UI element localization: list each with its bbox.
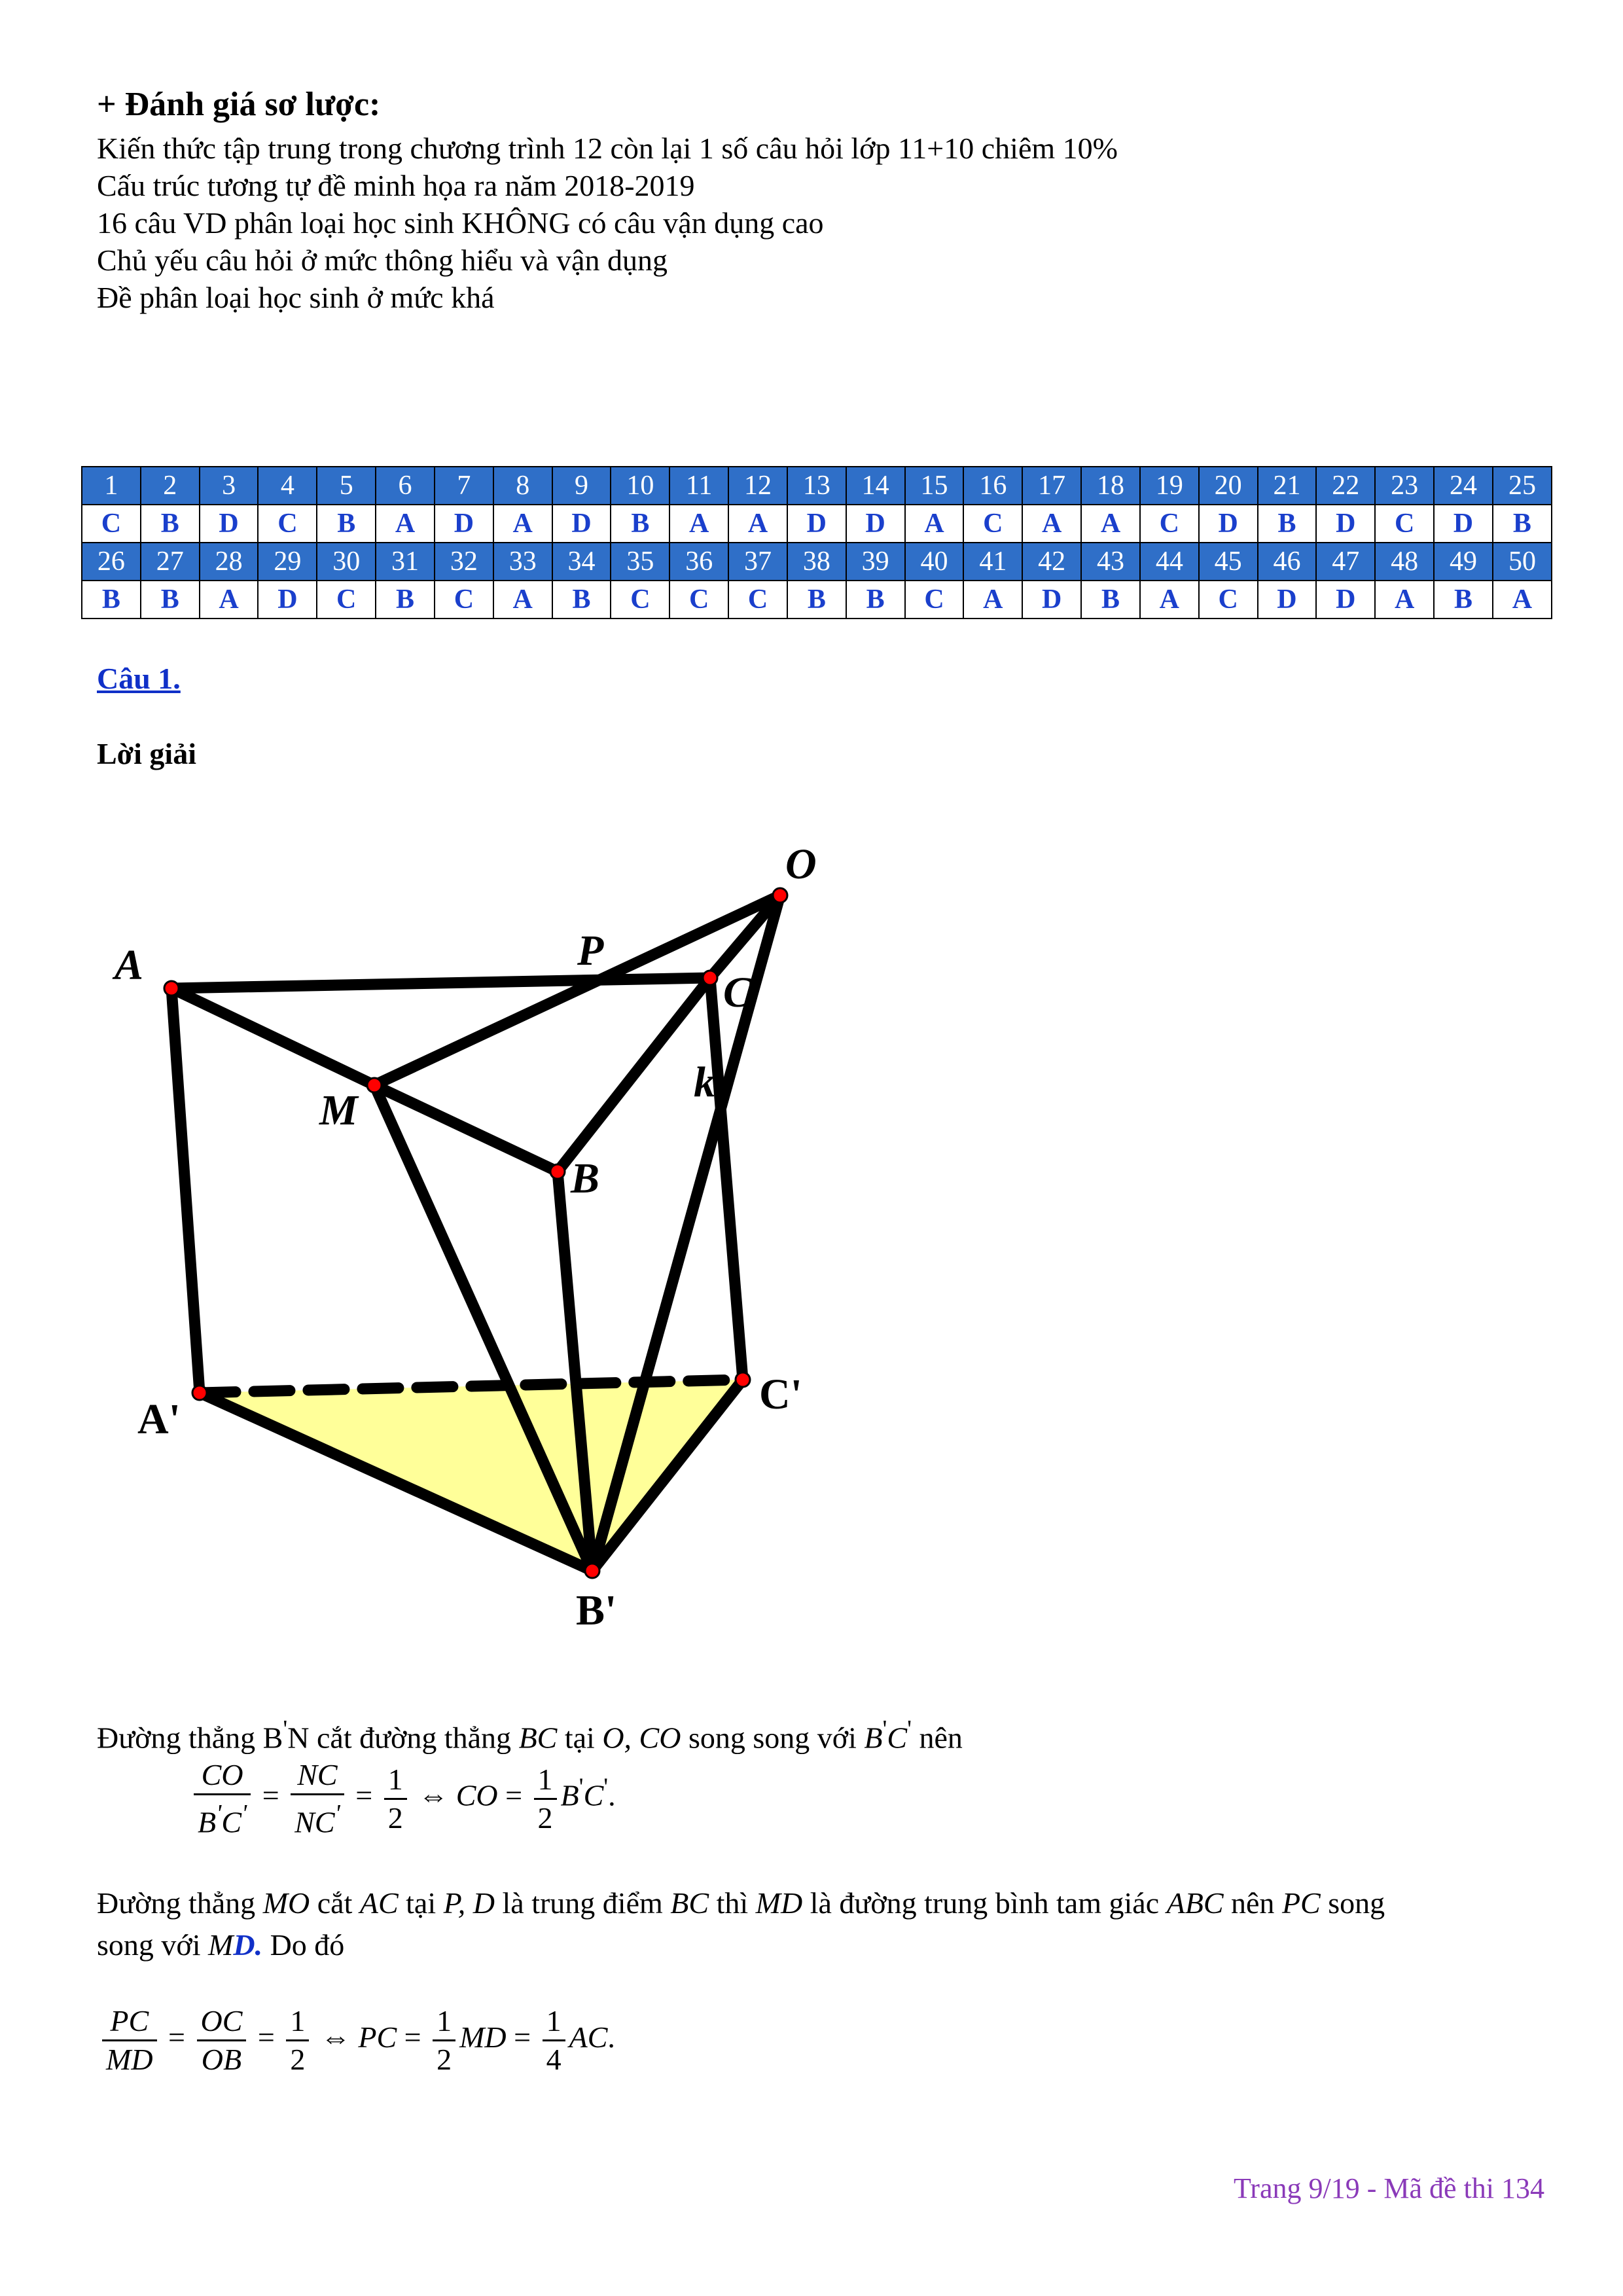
answer-cell: A [669, 505, 728, 543]
denominator: MD [106, 2043, 153, 2076]
question-number-cell: 32 [435, 543, 493, 581]
question-number-cell: 47 [1316, 543, 1375, 581]
answer-cell: D [435, 505, 493, 543]
iff-sign: ⇔ [418, 1778, 449, 1812]
text-segment: nên [1223, 1886, 1282, 1920]
question-number-cell: 40 [905, 543, 964, 581]
answer-cell: D [1434, 505, 1493, 543]
answer-cell: D [1316, 581, 1375, 619]
math-segment: AC [569, 2020, 608, 2054]
point-O [773, 888, 787, 903]
fraction [194, 1757, 251, 1840]
answer-cell: D [258, 581, 317, 619]
math-segment: ABC [1166, 1886, 1224, 1920]
answer-cell: A [1493, 581, 1552, 619]
math-segment: B [198, 1805, 217, 1839]
label-C-prime: C' [759, 1371, 802, 1418]
numerator: CO [194, 1757, 251, 1795]
answer-cell: B [1258, 505, 1317, 543]
summary-line: 16 câu VD phân loại học sinh KHÔNG có câu vận dụng cao [97, 206, 824, 240]
question-number-cell: 7 [435, 467, 493, 505]
fraction [102, 2003, 157, 2078]
question-number-cell: 21 [1258, 467, 1317, 505]
iff-sign: ⇔ [320, 2020, 351, 2054]
equals-sign: = [168, 2020, 185, 2054]
prime-mark: ' [907, 1715, 912, 1743]
math-segment: O, CO [602, 1721, 681, 1755]
text-segment: song [1320, 1886, 1385, 1920]
answer-cell: A [1022, 505, 1081, 543]
answer-cell: C [1199, 581, 1258, 619]
equation-1 [190, 1757, 616, 1840]
numerator: NC [291, 1757, 344, 1795]
question-number-cell: 10 [611, 467, 669, 505]
text-segment: thì [709, 1886, 756, 1920]
question-number-cell: 15 [905, 467, 964, 505]
answer-cell: B [611, 505, 669, 543]
text-segment: Do đó [262, 1928, 345, 1962]
question-number-cell: 39 [846, 543, 905, 581]
denominator [291, 1795, 344, 1840]
answer-cell: A [376, 505, 435, 543]
edge-A-C [171, 978, 710, 988]
math-segment: MD [459, 2020, 507, 2054]
fraction [197, 2003, 247, 2078]
question-number-cell: 44 [1140, 543, 1199, 581]
label-A-prime: A' [137, 1395, 181, 1443]
fraction [286, 2003, 309, 2078]
text-segment: Đường thẳng [97, 1886, 263, 1920]
paragraph-2 [97, 1882, 1524, 1966]
answer-cell: A [963, 581, 1022, 619]
answer-cell: A [200, 581, 259, 619]
question-number-cell: 28 [200, 543, 259, 581]
answer-cell: D [552, 505, 611, 543]
answer-cell: C [905, 581, 964, 619]
question-number-cell: 38 [787, 543, 846, 581]
question-number-cell: 25 [1493, 467, 1552, 505]
question-number-cell: 33 [493, 543, 552, 581]
math-segment: B [560, 1778, 579, 1812]
answer-cell: B [317, 505, 376, 543]
answer-cell: B [1081, 581, 1140, 619]
question-number-cell: 3 [200, 467, 259, 505]
answer-cell: B [82, 581, 141, 619]
answer-cell: B [141, 505, 200, 543]
fraction [433, 2003, 455, 2078]
text-segment: N cắt đường thẳng [287, 1721, 519, 1755]
summary-line: Kiến thức tập trung trong chương trình 12 còn lại 1 số câu hỏi lớp 11+10 chiêm 10% [97, 132, 1118, 165]
answer-cell: C [669, 581, 728, 619]
equals-sign: = [505, 1778, 523, 1812]
math-segment: B [864, 1721, 883, 1755]
answer-cell: A [1375, 581, 1434, 619]
question-number-cell: 50 [1493, 543, 1552, 581]
fraction [291, 1757, 344, 1840]
prime-mark: ' [334, 1800, 340, 1827]
point-A [164, 981, 179, 996]
denominator: 4 [546, 2043, 562, 2076]
prime-mark: ' [283, 1715, 288, 1743]
math-segment: BC [670, 1886, 709, 1920]
answer-cell: D [1022, 581, 1081, 619]
highlight-segment: D. [233, 1928, 263, 1962]
math-segment: NC [294, 1805, 335, 1839]
point-B-prime [585, 1564, 599, 1578]
label-O: O [785, 840, 817, 888]
math-segment: MD [755, 1886, 803, 1920]
text-segment: Đường thẳng B [97, 1721, 283, 1755]
question-number-cell: 17 [1022, 467, 1081, 505]
question-number-cell: 11 [669, 467, 728, 505]
text-segment: tại [398, 1886, 444, 1920]
equals-sign: = [404, 2020, 421, 2054]
math-segment: AC [359, 1886, 399, 1920]
numerator: PC [102, 2003, 157, 2041]
fraction [543, 2003, 565, 2078]
text-segment: nên [911, 1721, 963, 1755]
answer-cell: D [787, 505, 846, 543]
answer-cell: A [1140, 581, 1199, 619]
question-number-cell: 9 [552, 467, 611, 505]
numerator: 1 [384, 1761, 407, 1800]
answer-cell: C [1140, 505, 1199, 543]
equals-sign: = [262, 1778, 279, 1812]
question-number-cell: 5 [317, 467, 376, 505]
numerator: OC [197, 2003, 247, 2041]
question-number-cell: 8 [493, 467, 552, 505]
numerator: 1 [534, 1761, 557, 1800]
question-number-cell: 1 [82, 467, 141, 505]
question-number-cell: 16 [963, 467, 1022, 505]
solution-label: Lời giải [97, 737, 196, 770]
label-B-prime: B' [576, 1587, 617, 1634]
answer-cell: B [787, 581, 846, 619]
answer-cell: C [435, 581, 493, 619]
answer-cell: A [905, 505, 964, 543]
answer-cell: D [1199, 505, 1258, 543]
math-segment: M [208, 1928, 234, 1962]
math-segment: C [887, 1721, 908, 1755]
label-B: B [571, 1155, 600, 1202]
question-number-cell: 2 [141, 467, 200, 505]
answer-cell: D [200, 505, 259, 543]
question-number-cell: 23 [1375, 467, 1434, 505]
question-number-cell: 30 [317, 543, 376, 581]
question-number-cell: 4 [258, 467, 317, 505]
question-number-cell: 45 [1199, 543, 1258, 581]
question-number-cell: 36 [669, 543, 728, 581]
point-C-prime [736, 1372, 750, 1387]
answer-cell: D [846, 505, 905, 543]
denominator [194, 1795, 251, 1840]
question-number-cell: 22 [1316, 467, 1375, 505]
question-number-cell: 27 [141, 543, 200, 581]
math-segment: CO [455, 1778, 498, 1812]
text-segment: là trung điểm [495, 1886, 671, 1920]
label-M: M [319, 1086, 358, 1134]
prime-mark: ' [216, 1800, 222, 1827]
edge-B-C [558, 978, 710, 1172]
fraction [534, 1761, 557, 1837]
prime-mark: ' [241, 1800, 247, 1827]
question-number-cell: 14 [846, 467, 905, 505]
label-k: k [694, 1058, 715, 1106]
answer-cell: C [728, 581, 787, 619]
summary-line: Chủ yếu câu hỏi ở mức thông hiểu và vận dụng [97, 243, 668, 277]
question-number-cell: 49 [1434, 543, 1493, 581]
math-segment: PC [358, 2020, 397, 2054]
answer-cell: C [1375, 505, 1434, 543]
point-C [703, 971, 717, 985]
question-number-cell: 42 [1022, 543, 1081, 581]
answer-cell: B [141, 581, 200, 619]
question-number-cell: 48 [1375, 543, 1434, 581]
denominator: 2 [290, 2043, 306, 2076]
text-segment: song song với [681, 1721, 865, 1755]
question-number-cell: 41 [963, 543, 1022, 581]
point-M [367, 1078, 382, 1092]
answer-cell: B [1434, 581, 1493, 619]
answer-cell: A [728, 505, 787, 543]
prime-mark: ' [882, 1715, 887, 1743]
equals-sign: = [355, 1778, 373, 1812]
answer-cell: C [611, 581, 669, 619]
math-segment: BC [518, 1721, 558, 1755]
question-number-cell: 18 [1081, 467, 1140, 505]
text-segment: tại [557, 1721, 603, 1755]
numerator: 1 [543, 2003, 565, 2041]
text-segment: là đường trung bình tam giác [802, 1886, 1167, 1920]
text-segment: song với [97, 1928, 209, 1962]
denominator: 2 [537, 1801, 553, 1835]
answer-cell: C [82, 505, 141, 543]
question-number-cell: 29 [258, 543, 317, 581]
question-number-cell: 35 [611, 543, 669, 581]
edge-A-M [171, 988, 374, 1085]
question-number-cell: 26 [82, 543, 141, 581]
question-number-cell: 31 [376, 543, 435, 581]
point-A-prime [192, 1386, 207, 1400]
question-number-cell: 19 [1140, 467, 1199, 505]
numerator: 1 [286, 2003, 309, 2041]
page-footer: Trang 9/19 - Mã đề thi 134 [1233, 2172, 1544, 2204]
answer-cell: B [376, 581, 435, 619]
prime-mark: ' [603, 1773, 609, 1801]
summary-line: Đề phân loại học sinh ở mức khá [97, 281, 495, 314]
denominator: 2 [387, 1801, 403, 1835]
summary-line: Cấu trúc tương tự đề minh họa ra năm 2018-2019 [97, 169, 695, 202]
numerator: 1 [433, 2003, 455, 2041]
math-segment: C [583, 1778, 604, 1812]
question-number-cell: 43 [1081, 543, 1140, 581]
label-A: A [115, 941, 144, 989]
question-number-cell: 12 [728, 467, 787, 505]
math-segment: MO [262, 1886, 310, 1920]
question-number-cell: 37 [728, 543, 787, 581]
answer-cell: D [1258, 581, 1317, 619]
question-number-cell: 46 [1258, 543, 1317, 581]
label-C: C [723, 969, 753, 1016]
answer-cell: C [258, 505, 317, 543]
period: . [608, 1778, 616, 1812]
math-segment: PC [1281, 1886, 1321, 1920]
question-title[interactable]: Câu 1. [97, 662, 181, 695]
denominator: OB [201, 2043, 242, 2076]
answer-cell: B [846, 581, 905, 619]
point-B [550, 1164, 565, 1179]
answer-cell: B [1493, 505, 1552, 543]
answer-cell: C [317, 581, 376, 619]
answer-cell: B [552, 581, 611, 619]
summary-title: + Đánh giá sơ lược: [97, 86, 381, 123]
equation-2 [98, 2003, 615, 2078]
math-segment: P, D [443, 1886, 495, 1920]
math-segment: C [221, 1805, 241, 1839]
answer-cell: A [1081, 505, 1140, 543]
question-number-cell: 20 [1199, 467, 1258, 505]
equals-sign: = [257, 2020, 275, 2054]
question-number-cell: 34 [552, 543, 611, 581]
question-number-cell: 24 [1434, 467, 1493, 505]
answer-cell: C [963, 505, 1022, 543]
fraction [384, 1761, 407, 1837]
answer-cell: A [493, 581, 552, 619]
label-P: P [577, 927, 604, 975]
denominator: 2 [437, 2043, 452, 2076]
edge-A-A-prime [171, 988, 200, 1393]
question-number-cell: 13 [787, 467, 846, 505]
prime-mark: ' [579, 1773, 584, 1801]
answer-cell: A [493, 505, 552, 543]
text-segment: cắt [310, 1886, 360, 1920]
question-number-cell: 6 [376, 467, 435, 505]
equals-sign: = [514, 2020, 531, 2054]
paragraph-1 [97, 1708, 1524, 1759]
answer-cell: D [1316, 505, 1375, 543]
period: . [607, 2020, 615, 2054]
